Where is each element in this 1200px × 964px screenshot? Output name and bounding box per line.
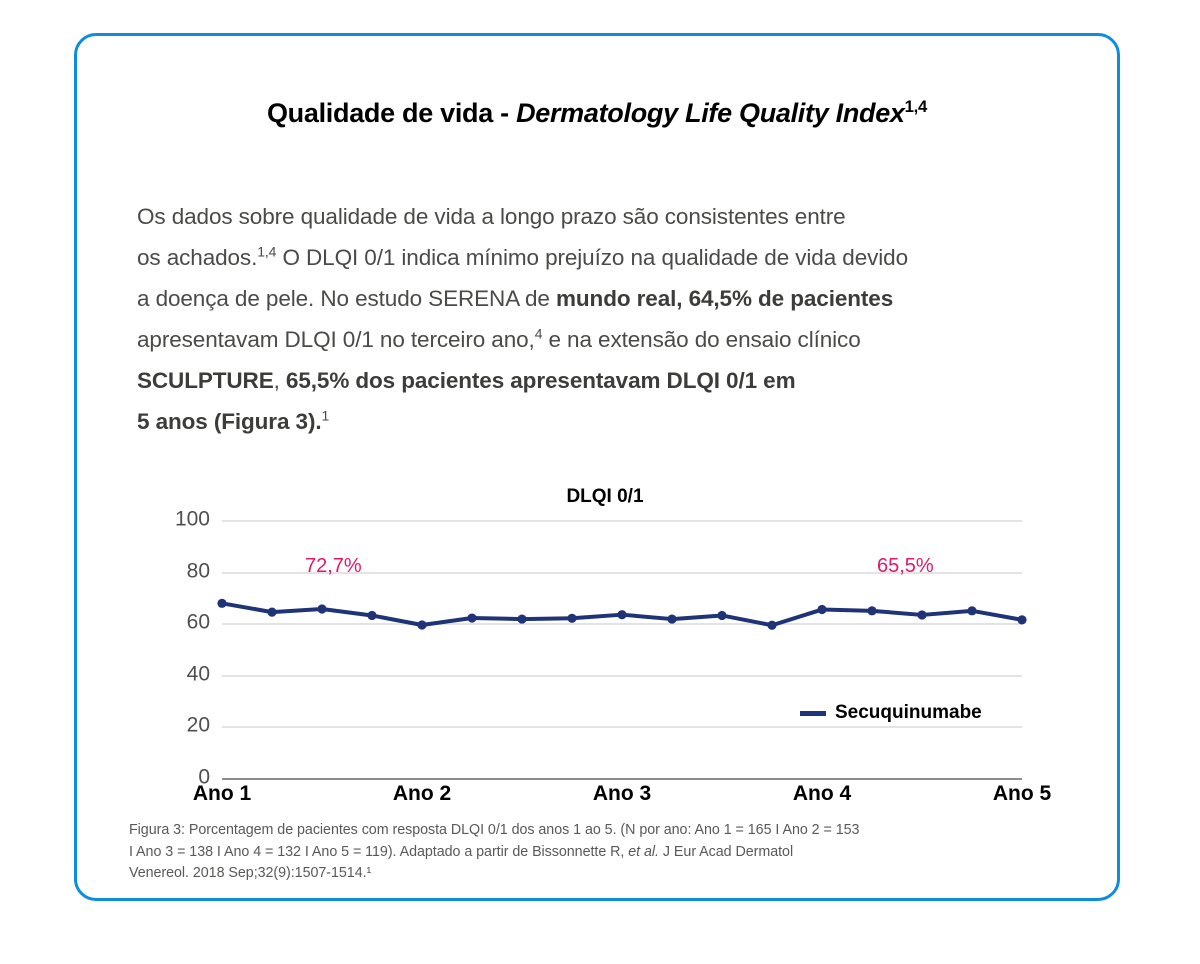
series-marker — [767, 621, 776, 630]
series-marker — [217, 599, 226, 608]
series-marker — [867, 606, 876, 615]
chart-title: DLQI 0/1 — [566, 486, 644, 507]
series-marker — [367, 611, 376, 620]
y-axis-tick-0: 0 — [198, 765, 210, 789]
x-axis-tick-4: Ano 4 — [792, 782, 852, 805]
series-marker — [317, 604, 326, 613]
chart-figure — [77, 444, 1123, 814]
body-line-6-bold: 5 anos (Figura 3). — [137, 409, 322, 434]
legend-label-secuquinumabe: Secuquinumabe — [835, 702, 982, 723]
footnote-line-1: Figura 3: Porcentagem de pacientes com resposta DLQI 0/1 dos anos 1 ao 5. (N por ano: Ano 1 = 165 I Ano 2 = 153 — [129, 822, 860, 838]
body-line-5 — [137, 360, 1067, 401]
body-line-3 — [137, 278, 1067, 319]
x-axis-tick-5: Ano 5 — [992, 782, 1052, 805]
body-line-6 — [137, 401, 1067, 442]
series-marker — [417, 620, 426, 629]
y-axis-tick-20: 20 — [186, 713, 210, 737]
body-line-1 — [137, 196, 1067, 237]
footnote-line-2 — [129, 842, 1069, 864]
body-line-6-sup: 1 — [321, 407, 330, 424]
series-marker — [517, 614, 526, 623]
body-line-3-a: a doença de pele. No estudo SERENA de — [137, 286, 556, 311]
chart-legend — [800, 702, 982, 724]
footnote-line-2-b: J Eur Acad Dermatol — [658, 843, 794, 860]
series-marker — [917, 610, 926, 619]
body-line-4-b: e na extensão do ensaio clínico — [542, 327, 861, 352]
body-line-4-a: apresentavam DLQI 0/1 no terceiro ano, — [137, 327, 535, 352]
series-marker — [567, 614, 576, 623]
body-line-2-b: O DLQI 0/1 indica mínimo prejuízo na qualidade de vida devido — [276, 245, 908, 270]
annotation-last-value: 65,5% — [877, 555, 934, 577]
x-axis-tick-3: Ano 3 — [592, 782, 652, 805]
annotation-first-value: 72,7% — [305, 555, 362, 577]
y-axis-tick-100: 100 — [174, 507, 210, 531]
body-paragraph — [137, 196, 1067, 442]
body-line-4 — [137, 319, 1067, 360]
body-line-2-a: os achados. — [137, 245, 258, 270]
body-line-2 — [137, 237, 1067, 278]
body-line-2-sup: 1,4 — [257, 243, 277, 260]
figure-footnote — [129, 820, 1069, 885]
body-line-5-mid: , — [273, 368, 286, 393]
legend-swatch-icon — [800, 711, 826, 716]
page-title — [77, 98, 1117, 129]
body-line-5-bold-2: 65,5% dos pacientes apresentavam DLQI 0/1 em — [285, 368, 796, 393]
series-marker — [667, 614, 676, 623]
y-axis-tick-80: 80 — [186, 558, 210, 582]
body-line-4-sup: 4 — [534, 325, 543, 342]
x-axis-tick-1: Ano 1 — [192, 782, 252, 805]
series-marker — [267, 608, 276, 617]
content-card — [74, 33, 1120, 901]
series-marker — [1017, 615, 1026, 624]
title-superscript: 1,4 — [904, 97, 928, 116]
x-axis-tick-2: Ano 2 — [392, 782, 452, 805]
series-marker — [717, 611, 726, 620]
title-plain: Qualidade de vida - — [266, 98, 517, 128]
y-axis-tick-40: 40 — [186, 662, 210, 686]
y-axis-tick-60: 60 — [186, 610, 210, 634]
series-marker — [967, 606, 976, 615]
body-line-3-bold: mundo real, 64,5% de pacientes — [556, 286, 894, 311]
chart-plot-area — [174, 507, 1052, 805]
series-marker — [467, 613, 476, 622]
title-italic: Dermatology Life Quality Index — [516, 98, 905, 128]
footnote-line-3: Venereol. 2018 Sep;32(9):1507-1514.¹ — [129, 865, 372, 881]
body-line-1-text: Os dados sobre qualidade de vida a longo prazo são consistentes entre — [137, 204, 846, 229]
series-marker — [817, 605, 826, 614]
series-marker — [617, 610, 626, 619]
footnote-line-2-a: I Ano 3 = 138 I Ano 4 = 132 I Ano 5 = 119). Adaptado a partir de Bissonnette R, — [129, 843, 629, 860]
body-line-5-bold-1: SCULPTURE — [137, 368, 274, 393]
footnote-line-2-italic: et al. — [628, 843, 659, 860]
gridline-0 — [198, 765, 1022, 789]
